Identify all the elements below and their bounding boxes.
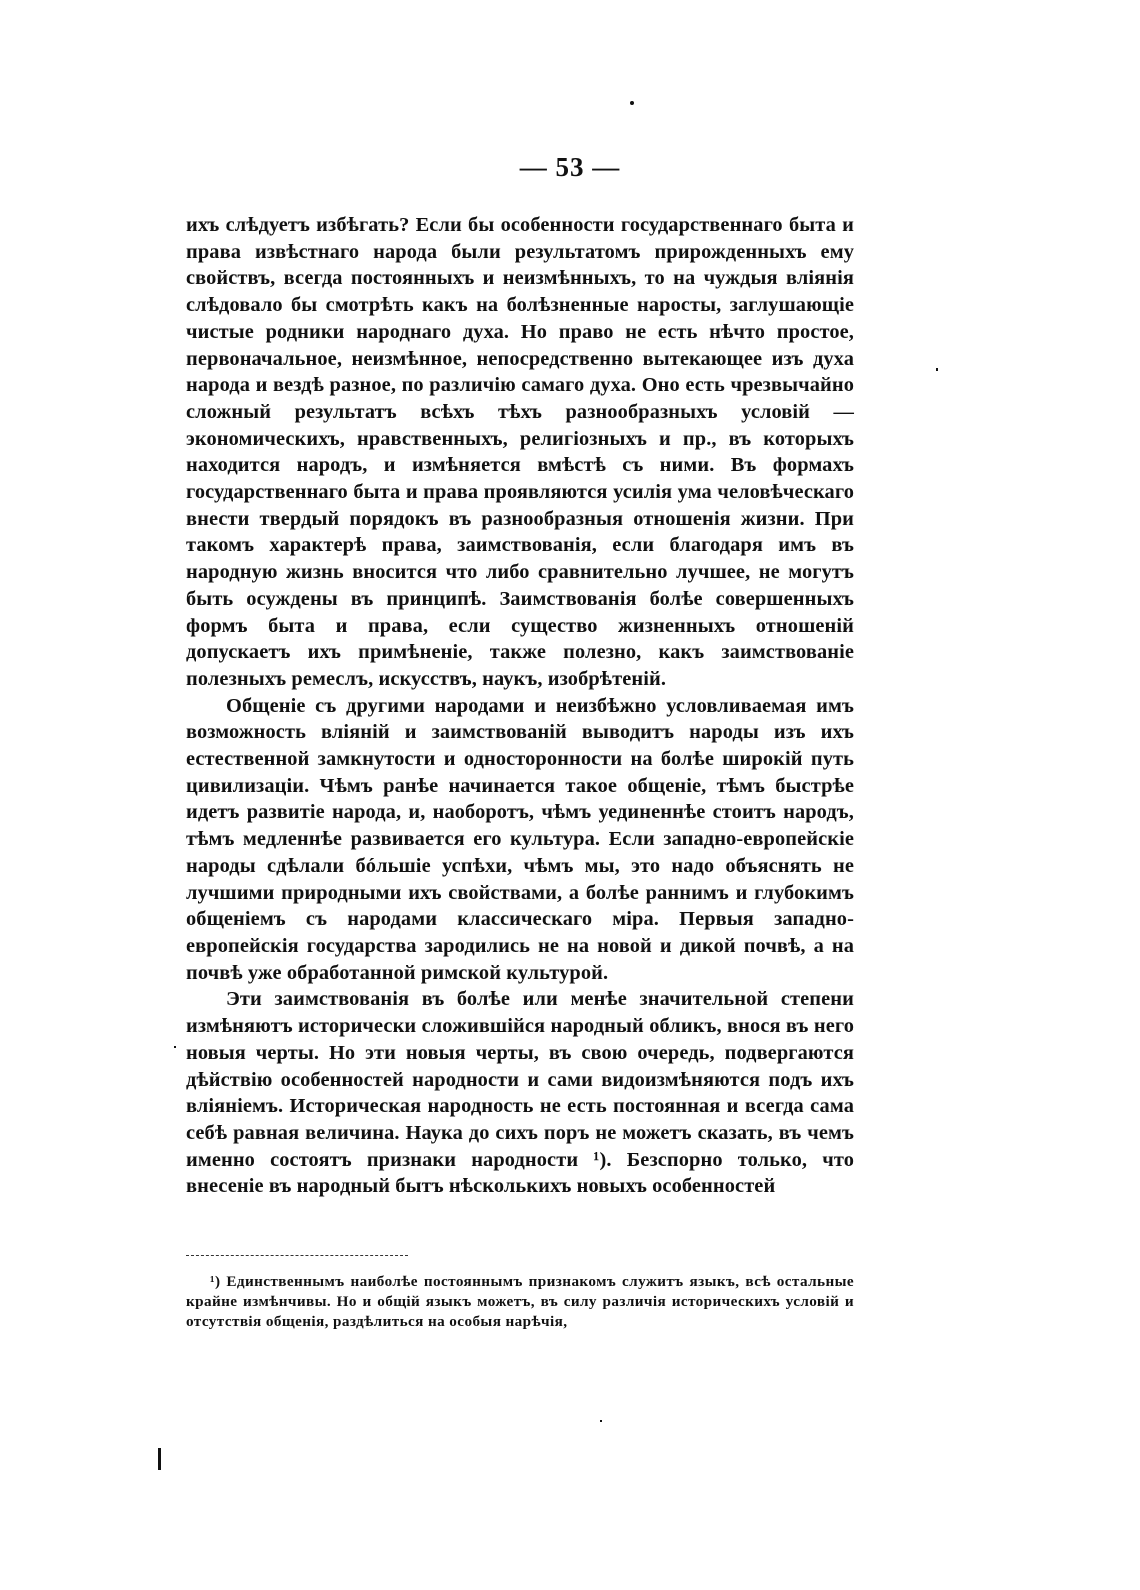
scan-speck-margin-line [158, 1448, 161, 1470]
paragraph-3: Эти заимствованія въ болѣе или менѣе значительной степени измѣняютъ исторически сложившійся народный обликъ, внося въ него новыя черты. Но эти новыя черты, въ свою очередь, подвергаются дѣйствію особенностей народности и сами видоизмѣняются подъ ихъ вліяніемъ. Историческая народность не есть постоянная и всегда сама себѣ равная величина. Наука до сихъ поръ не можетъ сказать, въ чемъ именно состоятъ признаки народности ¹). Безспорно только, что внесеніе въ народный бытъ нѣсколькихъ новыхъ особенностей [186, 988, 854, 1198]
page-number: — 53 — [519, 152, 621, 182]
body-text [186, 212, 854, 1200]
scan-speck-left [174, 1046, 176, 1048]
scan-speck-right [936, 368, 938, 371]
scan-speck-top [630, 101, 634, 105]
footnote: ¹) Единственнымъ наиболѣе постояннымъ признакомъ служитъ языкъ, всѣ остальные крайне измѣнчивы. Но и общій языкъ можетъ, въ силу различія историческихъ условій и отсутствія общенія, раздѣлиться на особыя нарѣчія, [186, 1273, 854, 1330]
footnote-separator [186, 1255, 408, 1256]
paragraph-2: Общеніе съ другими народами и неизбѣжно условливаемая имъ возможность вліяній и заимствованій выводитъ народы изъ ихъ естественной замкнутости и односторонности на болѣе широкій путь цивилизаціи. Чѣмъ ранѣе начинается такое общеніе, тѣмъ быстрѣе идетъ развитіе народа, и, наоборотъ, чѣмъ уединеннѣе стоитъ народъ, тѣмъ медленнѣе развивается его культура. Если западно-европейскіе народы сдѣлали бóльшіе успѣхи, чѣмъ мы, это надо объяснять не лучшими природными ихъ свойствами, а болѣе раннимъ и глубокимъ общеніемъ съ народами классическаго міра. Первыя западно-европейскія государства зародились не на новой и дикой почвѣ, а на почвѣ уже обработанной римской культурой. [186, 694, 854, 984]
scan-speck-bottom [600, 1420, 602, 1422]
paragraph-1: ихъ слѣдуетъ избѣгать? Если бы особенности государственнаго быта и права извѣстнаго народа были результатомъ прирожденныхъ ему свойствъ, всегда постоянныхъ и неизмѣнныхъ, то на чуждыя вліянія слѣдовало бы смотрѣть какъ на болѣзненные наросты, заглушающіе чистые родники народнаго духа. Но право не есть нѣчто простое, первоначальное, неизмѣнное, непосредственно вытекающее изъ духа народа и вездѣ разное, по различію самаго духа. Оно есть чрезвычайно сложный результатъ всѣхъ тѣхъ разнообразныхъ условій — экономическихъ, нравственныхъ, религіозныхъ и пр., въ которыхъ находится народъ, и измѣняется вмѣстѣ съ ними. Въ формахъ государственнаго быта и права проявляются усилія ума человѣческаго внести твердый порядокъ въ разнообразныя отношенія жизни. При такомъ характерѣ права, заимствованія, если благодаря имъ въ народную жизнь вносится что либо сравнительно лучшее, не могутъ быть осуждены въ принципѣ. Заимствованія болѣе совершенныхъ формъ быта и права, если существо жизненныхъ отношеній допускаетъ ихъ примѣненіе, также полезно, какъ заимствованіе полезныхъ ремеслъ, искусствъ, наукъ, изобрѣтеній. [186, 214, 854, 690]
